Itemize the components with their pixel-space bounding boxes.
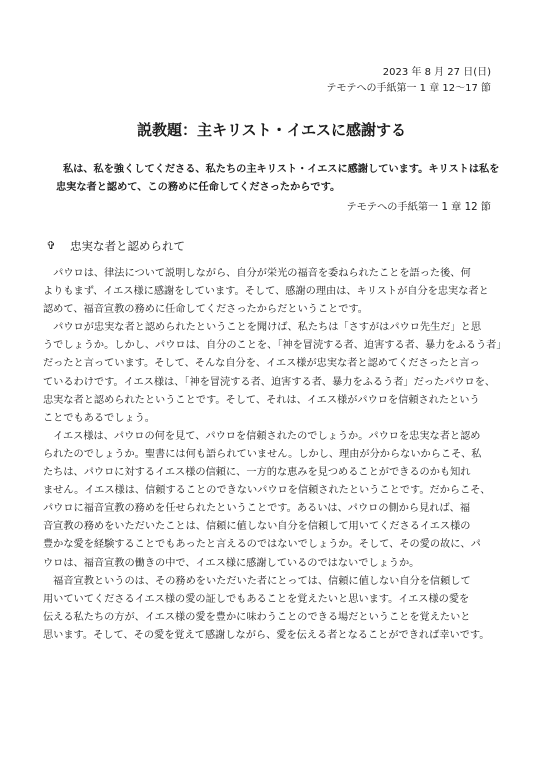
key-verse-line: 忠実な者と認めて、この務めに任命してくださったからです。 xyxy=(56,182,341,193)
body-line: 認めて、福音宣教の務めに任命してくださったからだということです。 xyxy=(43,304,368,316)
body-line: イエス様は、パウロの何を見て、パウロを信頼されたのでしょうか。パウロを忠実な者と認め xyxy=(43,430,481,442)
body-line: たちは、パウロに対するイエス様の信頼に、一方的な恵みを見つめることができるのかも知れ xyxy=(43,467,471,479)
sermon-body xyxy=(43,265,507,645)
body-line: ウロは、福音宣教の働きの中で、イエス様に感謝しているのではないでしょうか。 xyxy=(43,557,420,569)
body-line: 思います。そして、その愛を覚えて感謝しながら、愛を伝える者となることができれば幸いです。 xyxy=(43,629,490,641)
body-line: 福音宣教というのは、その務めをいただいた者にとっては、信頼に値しない自分を信頼して xyxy=(43,575,471,587)
key-verse-reference: テモテへの手紙第一 1 章 12 節 xyxy=(346,202,491,213)
sermon-date: 2023 年 8 月 27 日(日) xyxy=(382,67,491,78)
body-line: 音宣教の務めをいただいたことは、信頼に値しない自分を信頼して用いてくださるイエス様の xyxy=(43,521,471,533)
body-line: パウロが忠実な者と認められたということを聞けば、私たちは「さすがはパウロ先生だ」と思 xyxy=(43,322,482,334)
scripture-reference: テモテへの手紙第一 1 章 12～17 節 xyxy=(326,83,491,94)
body-line: だったと言っています。そして、そんな自分を、イエス様が忠実な者と認めてくださったと言っ xyxy=(43,358,480,370)
body-line: 豊かな愛を経験することでもあったと言えるのではないでしょうか。そして、その愛の故に、パ xyxy=(43,539,481,551)
sermon-title: 説教題：主キリスト・イエスに感謝する xyxy=(136,121,407,139)
key-verse xyxy=(56,161,500,197)
body-line: られたのでしょうか。聖書には何も語られていません。しかし、理由が分からないからこそ、私 xyxy=(43,448,482,460)
body-line: 伝える私たちの方が、イエス様の愛を豊かに味わうことのできる場だということを覚えたいと xyxy=(43,611,471,623)
body-line: よりもまず、イエス様に感謝をしています。そして、感謝の理由は、キリストが自分を忠実な者と xyxy=(43,286,489,298)
cross-icon: ✞ xyxy=(46,239,56,252)
section-heading-text: 忠実な者と認められて xyxy=(70,239,185,253)
body-line: うでしょうか。しかし、パウロは、自分のことを、「神を冒涜する者、迫害する者、暴力をふるう者」 xyxy=(43,340,507,352)
key-verse-line: 私は、私を強くしてくださる、私たちの主キリスト・イエスに感謝しています。キリストは私を xyxy=(63,164,500,175)
body-line: ているわけです。イエス様は、「神を冒涜する者、迫害する者、暴力をふるう者」だったパウロを、 xyxy=(43,376,496,388)
body-line: パウロは、律法について説明しながら、自分が栄光の福音を委ねられたことを語った後、何 xyxy=(43,268,471,279)
body-line: ません。イエス様は、信頼することのできないパウロを信頼されたということです。だからこそ、 xyxy=(43,485,491,497)
body-line: 忠実な者と認められたということです。そして、それは、イエス様がパウロを信頼されたという xyxy=(43,394,480,406)
body-line: パウロに福音宣教の務めを任せられたということです。あるいは、パウロの側から見れば、福 xyxy=(43,503,471,515)
body-line: ことでもあるでしょう。 xyxy=(43,412,155,424)
body-line: 用いていてくださるイエス様の愛の証しでもあることを覚えたいと思います。イエス様の愛を xyxy=(43,593,470,605)
section-heading xyxy=(44,238,185,254)
